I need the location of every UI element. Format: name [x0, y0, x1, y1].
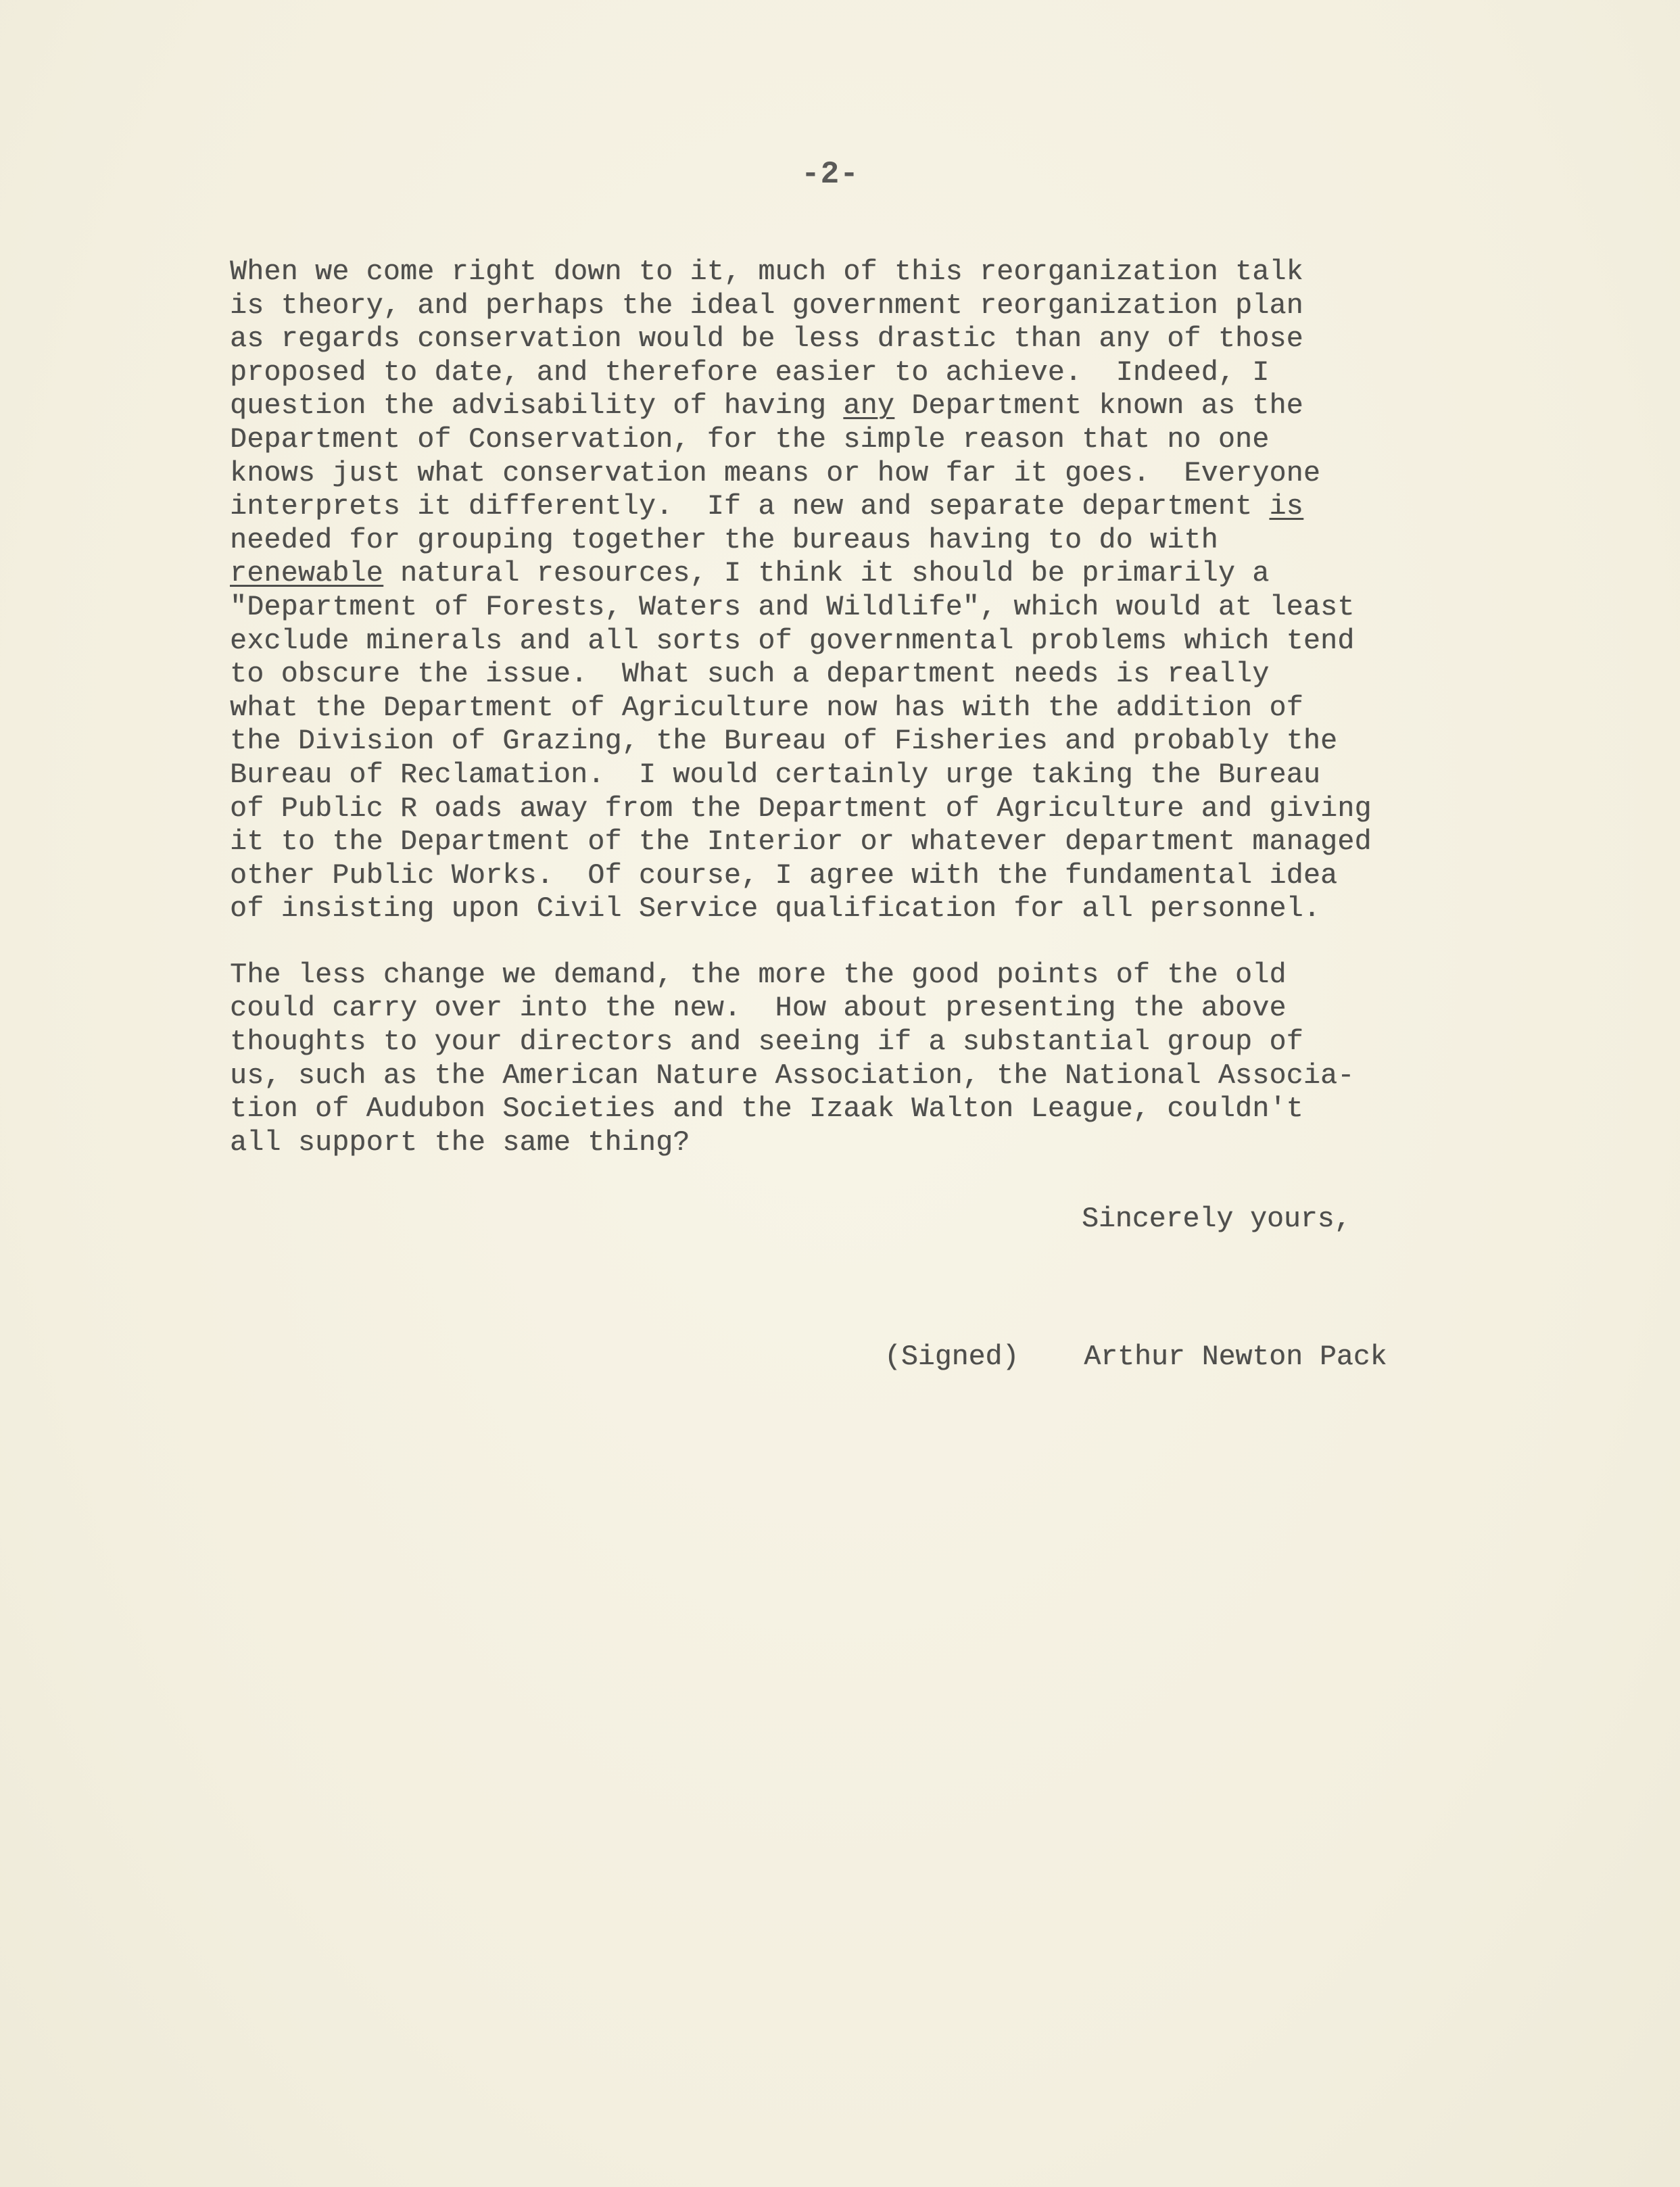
- text-line: tion of Audubon Societies and the Izaak Walton League, couldn't: [230, 1093, 1303, 1126]
- text-line: [230, 490, 1609, 524]
- text-line: it to the Department of the Interior or whatever department managed: [230, 826, 1372, 859]
- text-line: The less change we demand, the more the good points of the old: [230, 959, 1287, 991]
- letter-body: [230, 256, 1609, 1159]
- text-line: other Public Works. Of course, I agree with the fundamental idea: [230, 859, 1338, 892]
- text-line: could carry over into the new. How about presenting the above: [230, 992, 1287, 1025]
- text-line: proposed to date, and therefore easier to achieve. Indeed, I: [230, 356, 1270, 389]
- text-line: us, such as the American Nature Association, the National Associa-: [230, 1059, 1355, 1092]
- text-line: [230, 389, 1609, 423]
- text-line: needed for grouping together the bureaus having to do with: [230, 524, 1218, 556]
- signature-line: [884, 1341, 1387, 1373]
- signer-name: Arthur Newton Pack: [1084, 1341, 1387, 1373]
- text-segment: natural resources, I think it should be primarily a: [383, 558, 1270, 590]
- underlined-word: is: [1269, 491, 1303, 523]
- text-line: of insisting upon Civil Service qualification for all personnel.: [230, 893, 1321, 926]
- text-line: Bureau of Reclamation. I would certainly urge taking the Bureau: [230, 759, 1321, 791]
- text-line: as regards conservation would be less drastic than any of those: [230, 323, 1303, 356]
- page-number: -2-: [801, 157, 859, 192]
- text-segment: question the advisability of having: [230, 390, 844, 423]
- text-line: exclude minerals and all sorts of governmental problems which tend: [230, 625, 1355, 657]
- text-line: all support the same thing?: [230, 1126, 690, 1159]
- paragraph-1: [230, 256, 1609, 926]
- text-line: thoughts to your directors and seeing if a substantial group of: [230, 1026, 1303, 1059]
- text-line: [230, 557, 1609, 591]
- text-line: When we come right down to it, much of this reorganization talk: [230, 256, 1303, 288]
- underlined-word: any: [843, 390, 894, 423]
- underlined-word: renewable: [230, 558, 383, 590]
- text-line: is theory, and perhaps the ideal government reorganization plan: [230, 289, 1303, 322]
- signed-label: (Signed): [884, 1341, 1019, 1373]
- text-line: "Department of Forests, Waters and Wildlife", which would at least: [230, 591, 1355, 623]
- text-line: to obscure the issue. What such a department needs is really: [230, 658, 1270, 691]
- text-line: Department of Conservation, for the simple reason that no one: [230, 423, 1270, 456]
- text-line: what the Department of Agriculture now has with the addition of: [230, 692, 1303, 724]
- paragraph-gap: [230, 926, 1609, 959]
- text-line: the Division of Grazing, the Bureau of Fisheries and probably the: [230, 725, 1338, 758]
- text-segment: interprets it differently. If a new and separate department: [230, 491, 1270, 523]
- text-line: of Public R oads away from the Department of Agriculture and giving: [230, 792, 1372, 825]
- closing-salutation: Sincerely yours,: [1082, 1203, 1351, 1235]
- text-line: knows just what conservation means or how far it goes. Everyone: [230, 457, 1321, 489]
- paragraph-2: [230, 959, 1609, 1160]
- text-segment: Department known as the: [894, 390, 1303, 423]
